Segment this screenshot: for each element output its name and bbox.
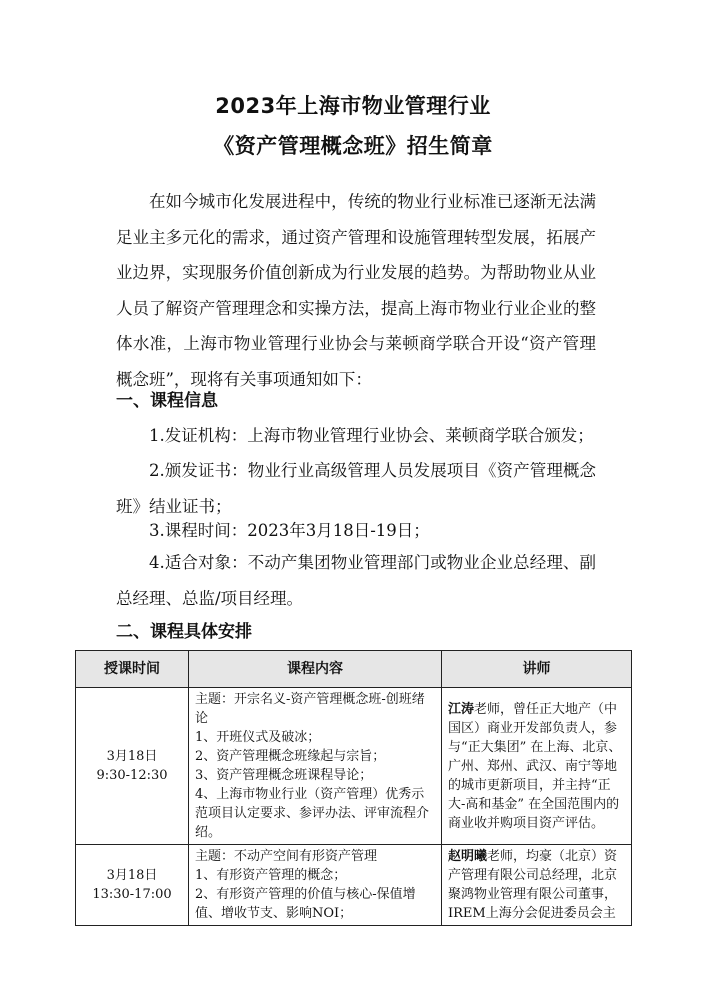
table-header-row (76, 651, 632, 688)
table-row (76, 688, 632, 845)
teacher-cell (442, 688, 632, 845)
header-time: 授课时间 (76, 651, 189, 688)
content-line: 3、资产管理概念班课程导论； (195, 768, 373, 783)
session-content-cell (189, 845, 442, 926)
course-info-item: 2.颁发证书：物业行业高级管理人员发展项目《资产管理概念班》结业证书； (116, 461, 596, 516)
teacher-description: 老师，曾任正大地产（中国区）商业开发部负责人，参与“正大集团” 在上海、北京、广州、郑州、武汉、南宁等地的城市更新项目，并主持“正大-高和基金” 在全国范围内的商业收并购项目资产评估。 (448, 701, 622, 831)
session-hours: 9:30-12:30 (96, 768, 168, 783)
session-content-cell (189, 688, 442, 845)
content-line: 1、开班仪式及破冰； (195, 730, 321, 745)
schedule-table (75, 650, 632, 926)
teacher-cell (442, 845, 632, 926)
teacher-description: 老师，均豪（北京）资产管理有限公司总经理，北京聚鸿物业管理有限公司董事，IREM上海分会促进委员会主 (448, 849, 618, 921)
teacher-name: 江涛 (448, 701, 475, 717)
intro-paragraph: 在如今城市化发展进程中，传统的物业行业标准已逐渐无法满足业主多元化的需求，通过资产管理和设施管理转型发展，拓展产业边界，实现服务价值创新成为行业发展的趋势。为帮助物业从业人员了解资产管理理念和实操方法，提高上海市物业行业企业的整体水准，上海市物业管理行业协会与莱顿商学联合开设“资产管理概念班”，现将有关事项通知如下： (116, 192, 596, 389)
section-heading-schedule: 二、课程具体安排 (116, 622, 252, 642)
session-time-cell (76, 688, 189, 845)
content-line: 4、上海市物业行业（资产管理）优秀示范项目认定要求、参评办法、评审流程介绍。 (195, 787, 430, 840)
header-teacher: 讲师 (442, 651, 632, 688)
session-time-cell (76, 845, 189, 926)
session-hours: 13:30-17:00 (92, 887, 172, 902)
content-line: 主题：开宗名义-资产管理概念班-创班绪论 (195, 692, 425, 726)
content-line: 2、资产管理概念班缘起与宗旨； (195, 749, 386, 764)
title-line-1: 2023年上海市物业管理行业 (215, 94, 491, 118)
header-content: 课程内容 (189, 651, 442, 688)
course-info-item: 4.适合对象：不动产集团物业管理部门或物业企业总经理、副总经理、总监/项目经理。 (116, 553, 596, 608)
content-line: 主题：不动产空间有形资产管理 (195, 849, 378, 864)
table-row (76, 845, 632, 926)
course-info-item: 1.发证机构：上海市物业管理行业协会、莱顿商学联合颁发； (149, 426, 594, 445)
course-info-item: 3.课程时间：2023年3月18日-19日； (149, 521, 430, 540)
teacher-name: 赵明曦 (448, 849, 488, 864)
session-date: 3月18日 (106, 749, 158, 764)
section-heading-course-info: 一、课程信息 (116, 391, 218, 411)
content-line: 1、有形资产管理的概念； (195, 868, 347, 883)
content-line: 2、有形资产管理的价值与核心-保值增值、增收节支、影响NOI； (195, 887, 416, 921)
title-line-2: 《资产管理概念班》招生简章 (213, 134, 493, 158)
session-date: 3月18日 (106, 868, 158, 883)
